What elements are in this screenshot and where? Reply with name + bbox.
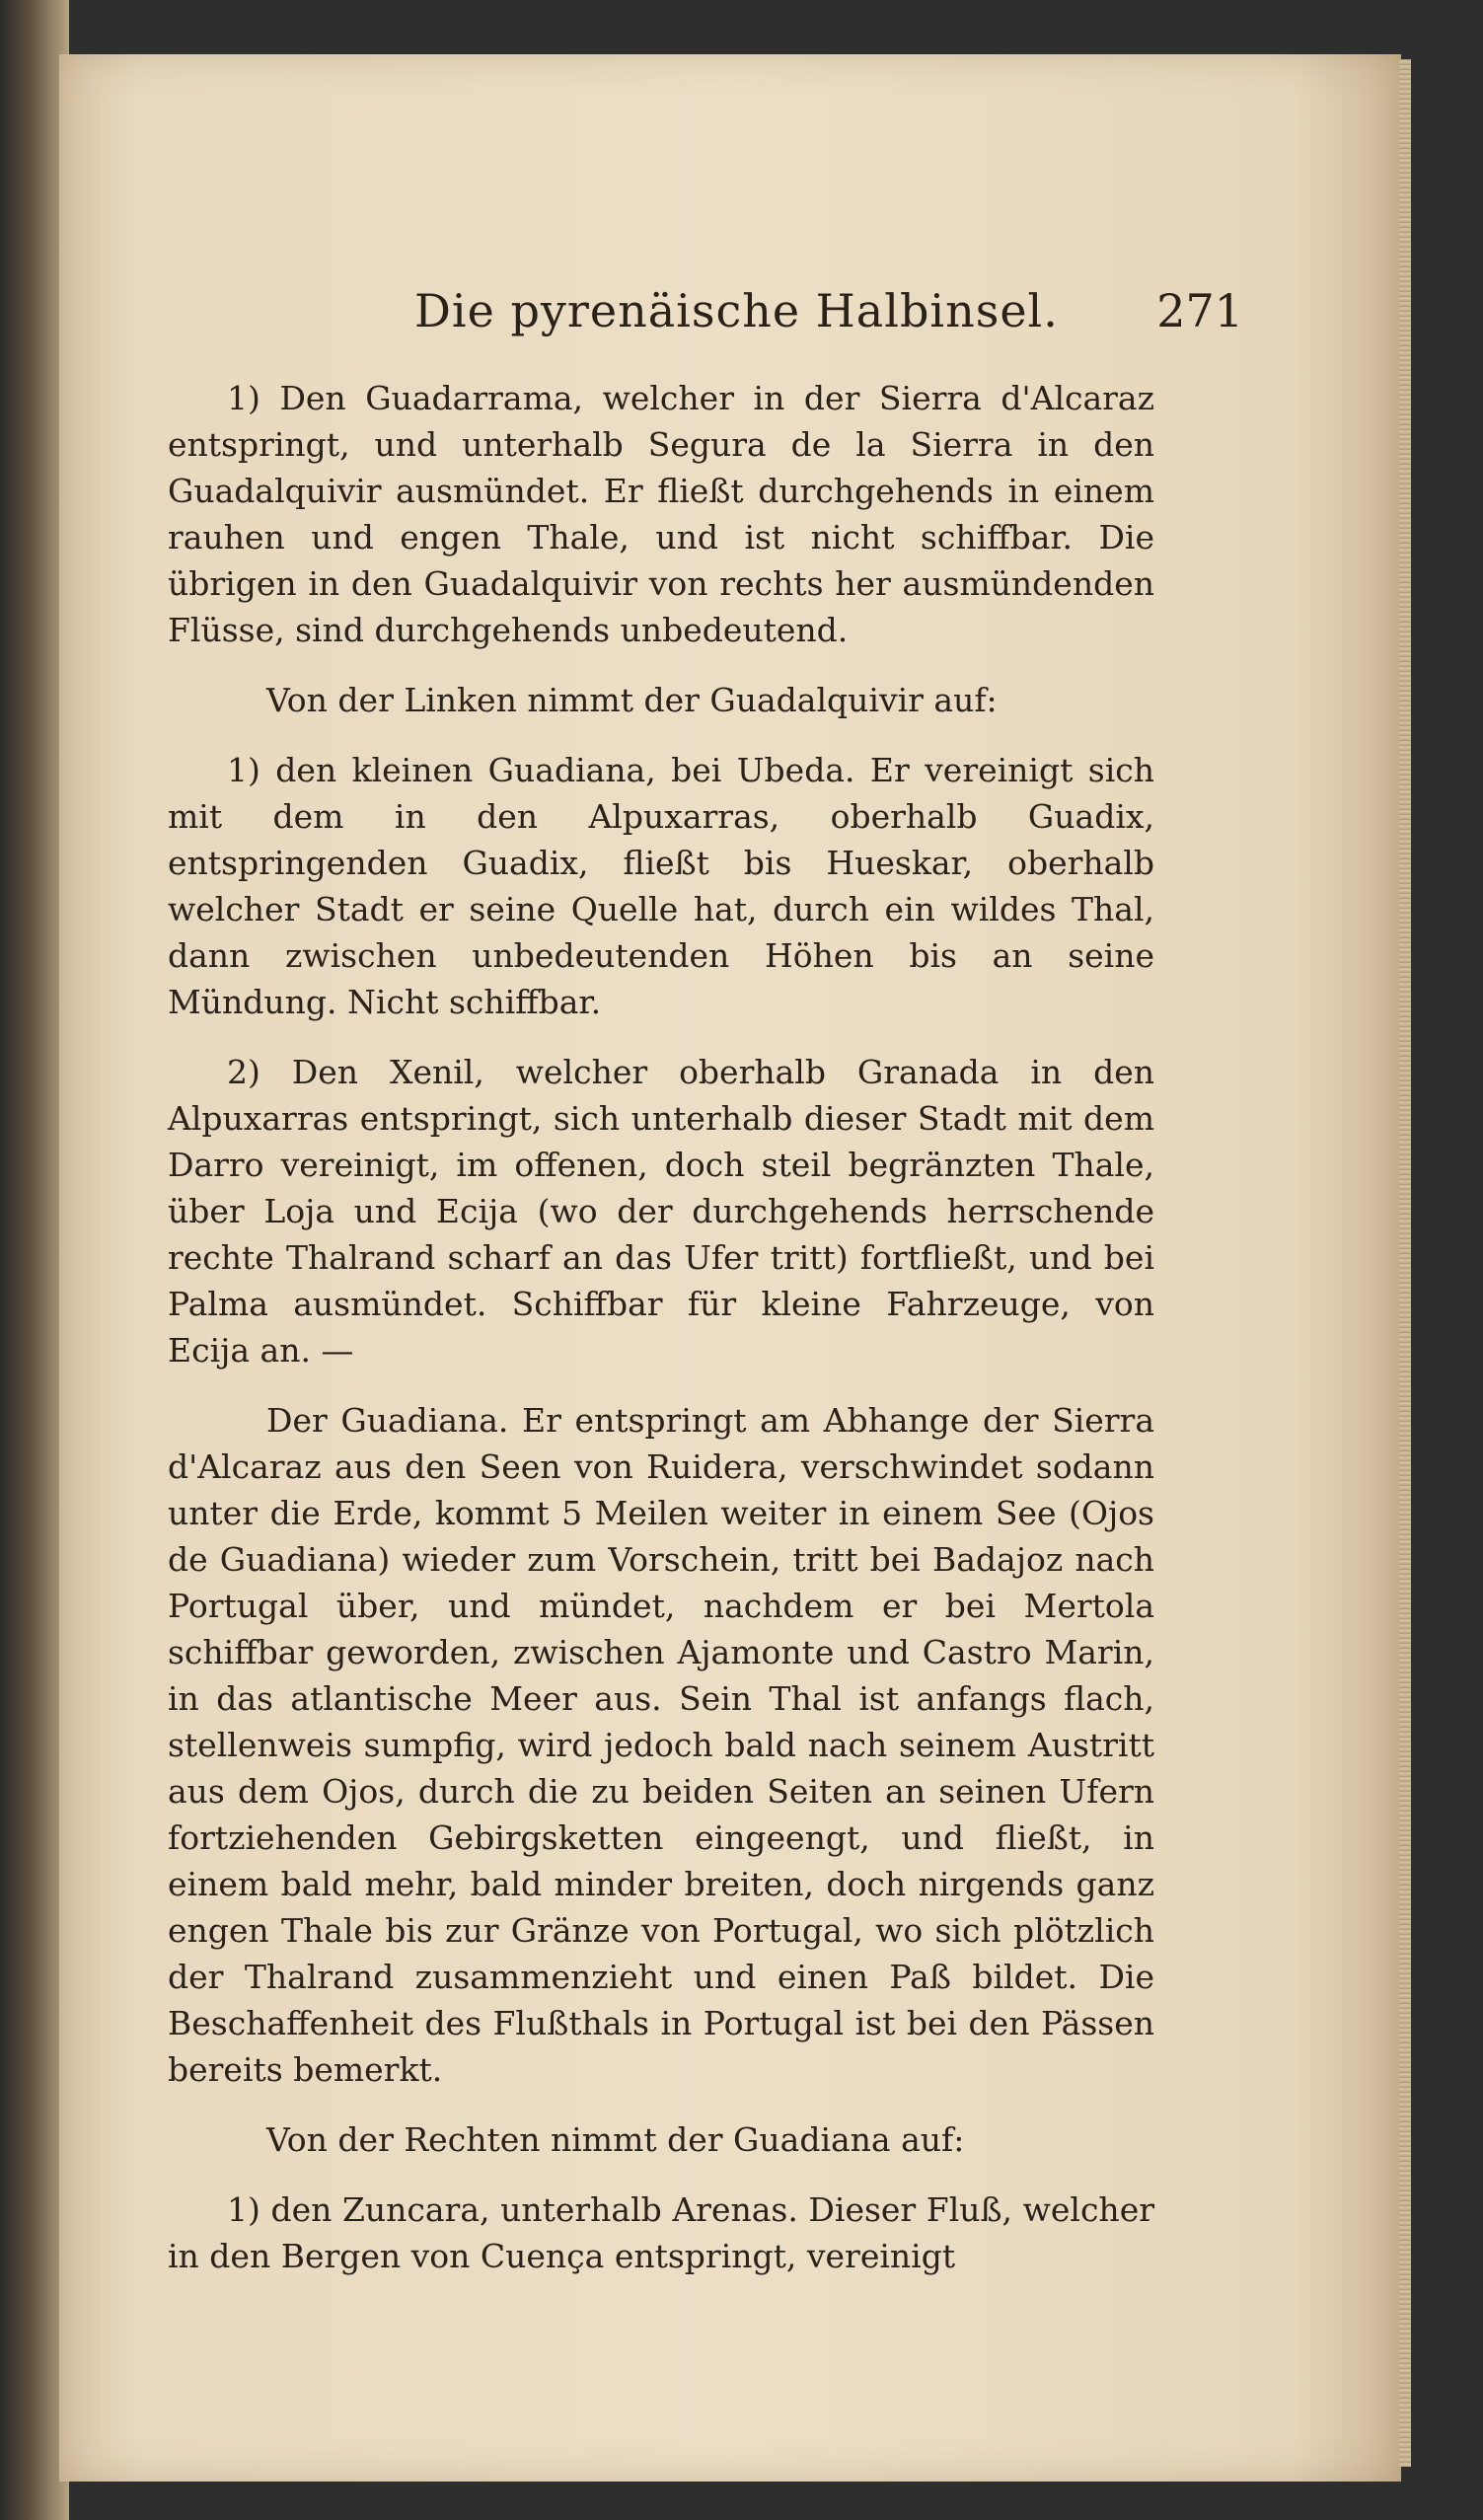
running-title: Die pyrenäische Halbinsel. [414, 284, 1059, 337]
paragraph-left-tributaries-heading: Von der Linken nimmt der Guadalquivir auf: [266, 681, 998, 719]
paragraph-zuncara: 1) den Zuncara, unterhalb Arenas. Dieser Fluß, welcher in den Bergen von Cuença entspringt, vereinigt [168, 2190, 1154, 2275]
page-number: 271 [1156, 284, 1243, 337]
body-text [168, 375, 1154, 2303]
paragraph-xenil: 2) Den Xenil, welcher oberhalb Granada in den Alpuxarras entspringt, sich unterhalb dieser Stadt mit dem Darro vereinigt, im offenen, doch steil begränzten Thale, über Loja und Ecija (wo der durchgehends herrschende rechte Thalrand scharf an das Ufer tritt) fortfließt, und bei Palma ausmündet. Schiffbar für kleine Fahrzeuge, von Ecija an. — [168, 1053, 1154, 1370]
page-header [276, 276, 1263, 345]
paragraph-small-guadiana: 1) den kleinen Guadiana, bei Ubeda. Er vereinigt sich mit dem in den Alpuxarras, oberhalb Guadix, entspringenden Guadix, fließt bis Hueskar, oberhalb welcher Stadt er seine Quelle hat, durch ein wildes Thal, dann zwischen unbedeutenden Höhen bis an seine Mündung. Nicht schiffbar. [168, 751, 1154, 1021]
page-stack-edge [1399, 59, 1411, 2467]
paragraph-guadarrama: 1) Den Guadarrama, welcher in der Sierra d'Alcaraz entspringt, und unterhalb Segura de la Sierra in den Guadalquivir ausmündet. Er fließt durchgehends in einem rauhen und engen Thale, und ist nicht schiffbar. Die übrigen in den Guadalquivir von rechts her ausmündenden Flüsse, sind durchgehends unbedeutend. [168, 379, 1154, 649]
paragraph-right-tributaries-heading: Von der Rechten nimmt der Guadiana auf: [266, 2120, 965, 2159]
paragraph-guadiana: Der Guadiana. Er entspringt am Abhange der Sierra d'Alcaraz aus den Seen von Ruidera, verschwindet sodann unter die Erde, kommt 5 Meilen weiter in einem See (Ojos de Guadiana) wieder zum Vorschein, tritt bei Badajoz nach Portugal über, und mündet, nachdem er bei Mertola schiffbar geworden, zwischen Ajamonte und Castro Marin, in das atlantische Meer aus. Sein Thal ist anfangs flach, stellenweis sumpfig, wird jedoch bald nach seinem Austritt aus dem Ojos, durch die zu beiden Seiten an seinen Ufern fortziehenden Gebirgsketten eingeengt, und fließt, in einem bald mehr, bald minder breiten, doch nirgends ganz engen Thale bis zur Gränze von Portugal, wo sich plötzlich der Thalrand zusammenzieht und einen Paß bildet. Die Beschaffenheit des Flußthals in Portugal ist bei den Pässen bereits bemerkt. [168, 1401, 1154, 2089]
